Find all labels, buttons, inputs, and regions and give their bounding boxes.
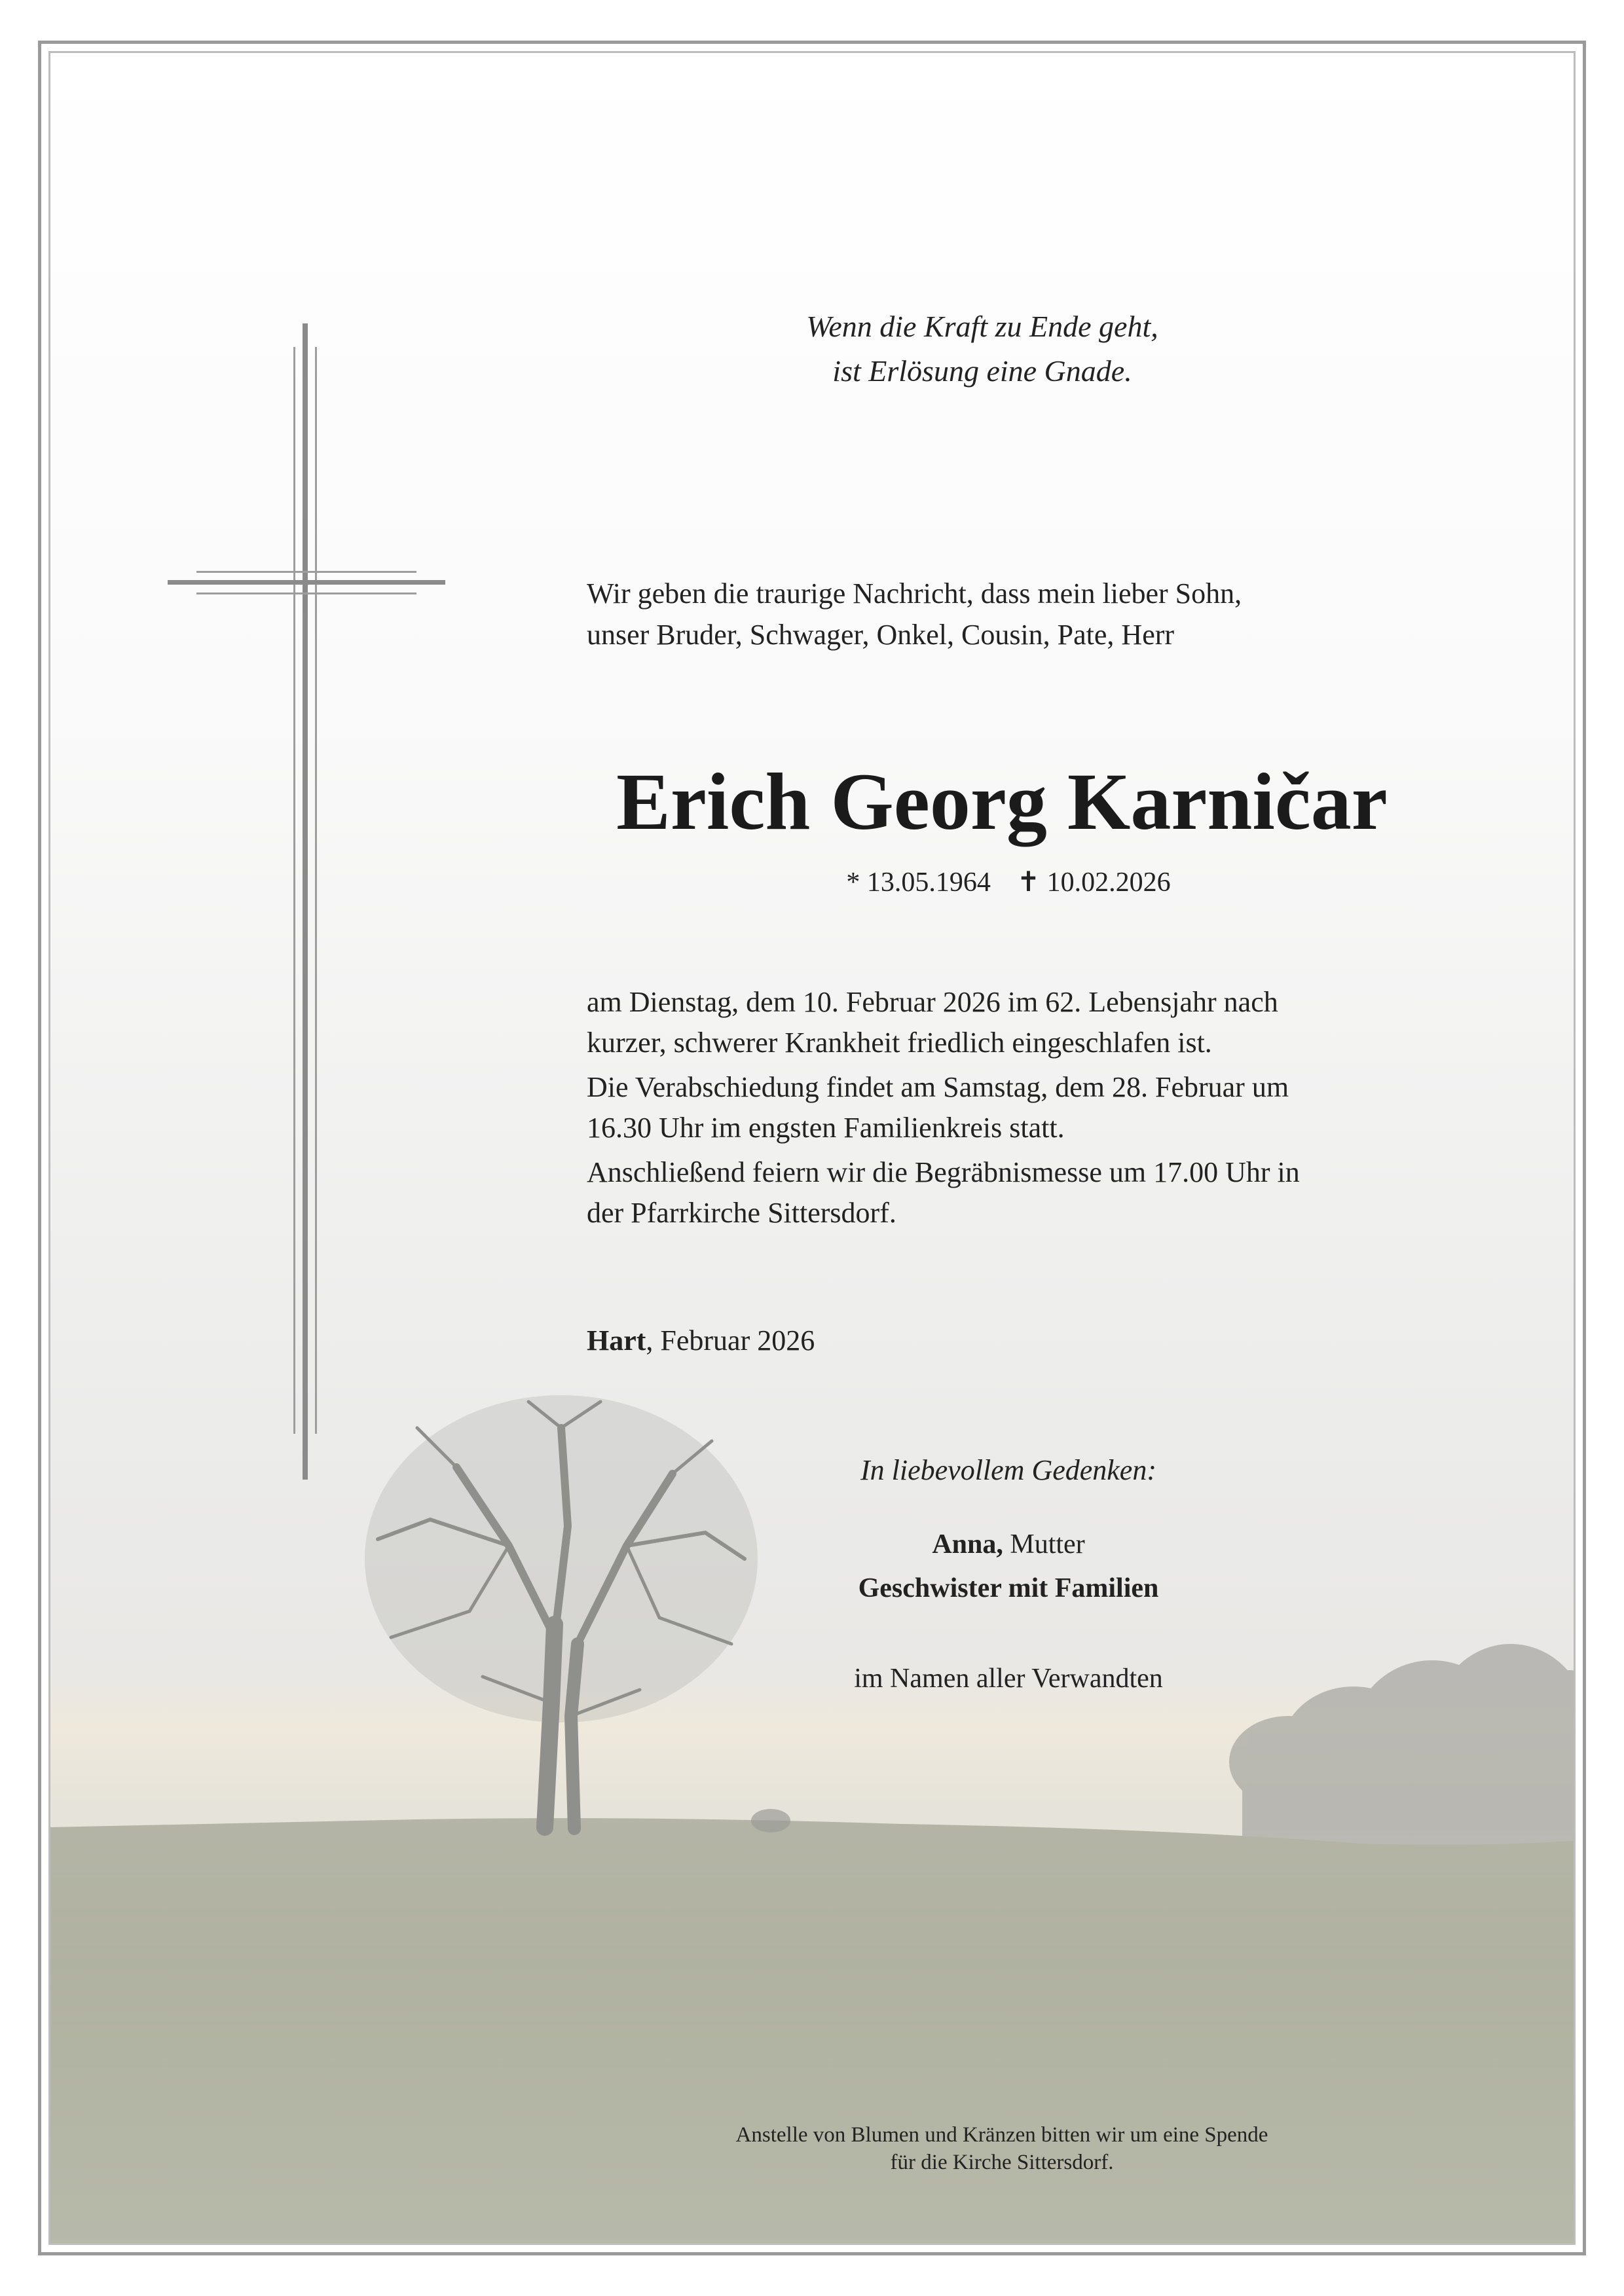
place: Hart — [587, 1324, 646, 1357]
memory-heading: In liebevollem Gedenken: — [860, 1454, 1156, 1486]
death-cross-icon: ✝ — [1016, 867, 1041, 898]
place-date — [587, 1324, 815, 1357]
paragraph-2-line-2: 16.30 Uhr im engsten Familienkreis statt. — [587, 1112, 1065, 1144]
paragraph-2-line-1: Die Verabschiedung findet am Samstag, dem 28. Februar um — [587, 1071, 1289, 1103]
donation-note — [589, 2121, 1414, 2176]
motto — [655, 304, 1310, 393]
intro-line-2: unser Bruder, Schwager, Onkel, Cousin, Pate, Herr — [587, 619, 1175, 651]
paragraph-1-line-1: am Dienstag, dem 10. Februar 2026 im 62. Lebensjahr nach — [587, 986, 1278, 1018]
donation-line-1: Anstelle von Blumen und Kränzen bitten wir um eine Spende — [735, 2123, 1268, 2147]
mourner-mother-role: Mutter — [1003, 1529, 1085, 1559]
mourner-mother-name: Anna, — [932, 1529, 1003, 1559]
mourner-mother — [747, 1529, 1270, 1560]
life-dates — [655, 866, 1362, 898]
motto-line-2: ist Erlösung eine Gnade. — [832, 354, 1132, 388]
distant-treeline — [1229, 1644, 1576, 1847]
paragraph-3-line-1: Anschließend feiern wir die Begräbnismesse um 17.00 Uhr in — [587, 1156, 1300, 1188]
birth-date: * 13.05.1964 — [846, 867, 991, 898]
intro-line-1: Wir geben die traurige Nachricht, dass mein lieber Sohn, — [587, 577, 1242, 610]
paragraph-farewell — [587, 1067, 1438, 1148]
donation-line-2: für die Kirche Sittersdorf. — [890, 2151, 1114, 2174]
deceased-name: Erich Georg Karničar — [616, 757, 1388, 847]
paragraph-mass — [587, 1152, 1438, 1233]
mourner-relatives: im Namen aller Verwandten — [854, 1664, 1163, 1694]
death-date: 10.02.2026 — [1046, 867, 1171, 898]
tree-illustration — [365, 1395, 758, 1829]
date: , Februar 2026 — [646, 1324, 815, 1357]
motto-line-1: Wenn die Kraft zu Ende geht, — [806, 310, 1158, 343]
paragraph-passing — [587, 982, 1438, 1063]
paragraph-3-line-2: der Pfarrkirche Sittersdorf. — [587, 1197, 896, 1229]
announcement-intro — [587, 573, 1438, 655]
paragraph-1-line-2: kurzer, schwerer Krankheit friedlich eingeschlafen ist. — [587, 1027, 1212, 1059]
mourner-siblings: Geschwister mit Familien — [858, 1573, 1159, 1603]
